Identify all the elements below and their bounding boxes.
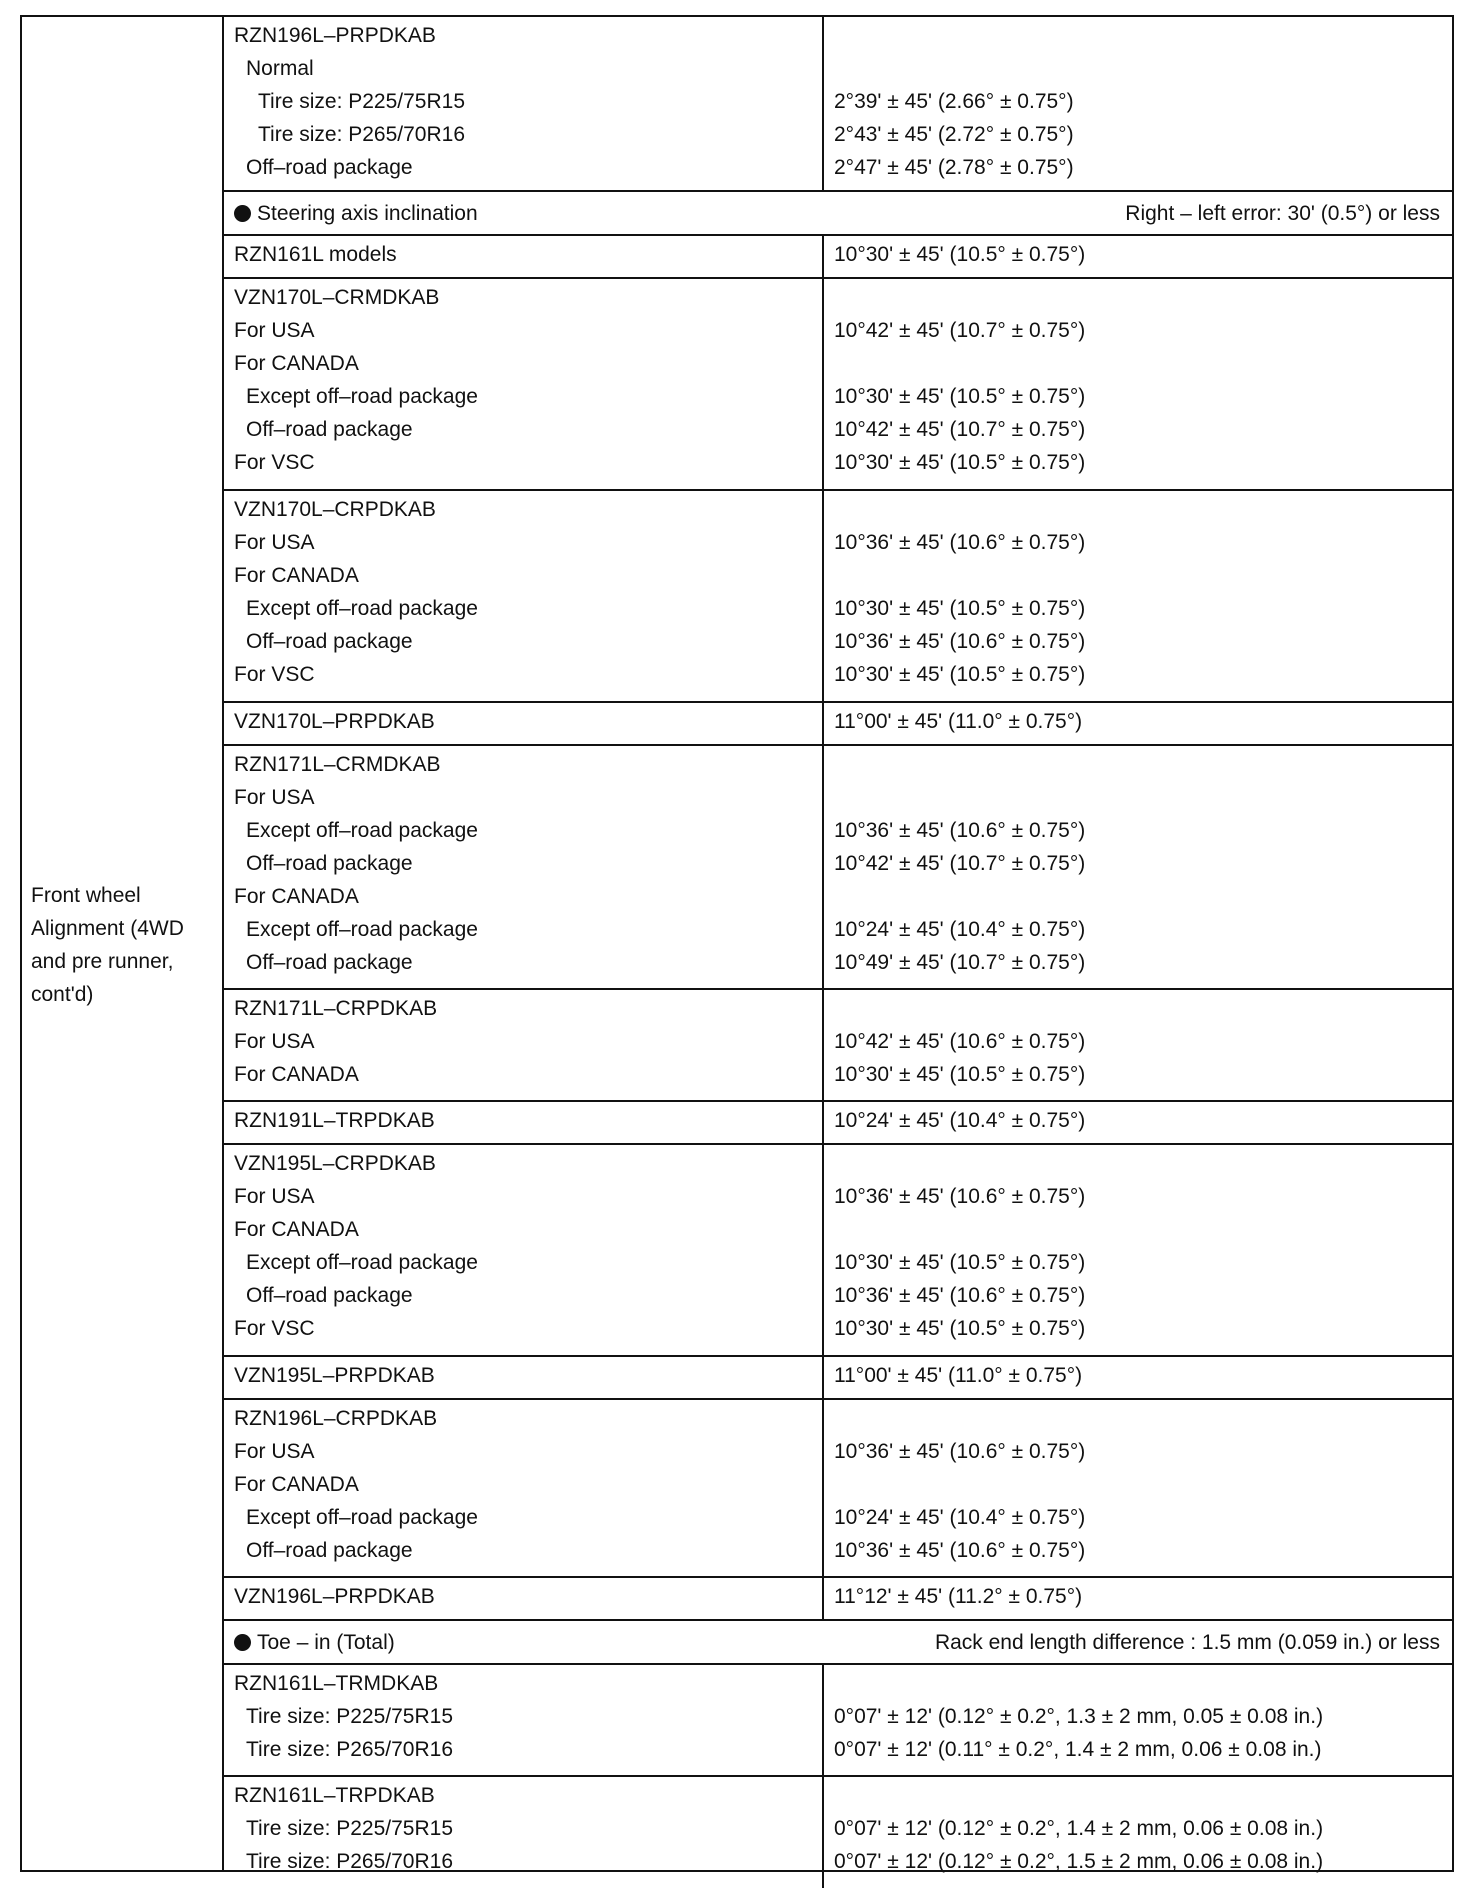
spec-label: Tire size: P225/75R15 bbox=[246, 1705, 453, 1728]
value-cell bbox=[824, 491, 1452, 701]
spec-label: RZN191L–TRPDKAB bbox=[234, 1109, 435, 1132]
spec-value: 10°36' ± 45' (10.6° ± 0.75°) bbox=[834, 531, 1086, 554]
spec-label: For CANADA bbox=[234, 1063, 359, 1086]
value-cell bbox=[824, 990, 1452, 1100]
spec-value: 0°07' ± 12' (0.12° ± 0.2°, 1.3 ± 2 mm, 0.05 ± 0.08 in.) bbox=[834, 1705, 1324, 1728]
value-cell bbox=[824, 1578, 1452, 1619]
spec-label: For USA bbox=[234, 786, 315, 809]
spec-label: For USA bbox=[234, 319, 315, 342]
spec-label: Off–road package bbox=[246, 951, 413, 974]
spec-value: 10°42' ± 45' (10.7° ± 0.75°) bbox=[834, 319, 1086, 342]
spec-value: 2°39' ± 45' (2.66° ± 0.75°) bbox=[834, 90, 1074, 113]
spec-label: Off–road package bbox=[246, 1284, 413, 1307]
model-cell bbox=[224, 1145, 824, 1355]
spec-value: 10°30' ± 45' (10.5° ± 0.75°) bbox=[834, 1317, 1086, 1340]
model-cell bbox=[224, 1578, 824, 1619]
spec-label: VZN170L–CRMDKAB bbox=[234, 286, 440, 309]
spec-label: RZN161L models bbox=[234, 243, 397, 266]
value-cell bbox=[824, 236, 1452, 277]
value-cell bbox=[824, 746, 1452, 988]
spec-group-row bbox=[224, 1357, 1452, 1400]
spec-value: 10°36' ± 45' (10.6° ± 0.75°) bbox=[834, 819, 1086, 842]
spec-label: VZN196L–PRPDKAB bbox=[234, 1585, 435, 1608]
section-title-text: Steering axis inclination bbox=[257, 202, 478, 225]
value-cell bbox=[824, 703, 1452, 744]
spec-value: 0°07' ± 12' (0.12° ± 0.2°, 1.4 ± 2 mm, 0.06 ± 0.08 in.) bbox=[834, 1817, 1324, 1840]
section-title-text: Toe – in (Total) bbox=[257, 1631, 395, 1654]
model-cell bbox=[224, 236, 824, 277]
spec-group-row bbox=[224, 236, 1452, 279]
model-cell bbox=[224, 1400, 824, 1576]
model-cell bbox=[224, 1777, 824, 1888]
spec-value: 10°49' ± 45' (10.7° ± 0.75°) bbox=[834, 951, 1086, 974]
model-cell bbox=[224, 703, 824, 744]
spec-label: Tire size: P265/70R16 bbox=[246, 1850, 453, 1873]
left-label-cell bbox=[22, 17, 224, 1870]
value-cell bbox=[824, 1102, 1452, 1143]
spec-label: Tire size: P265/70R16 bbox=[258, 123, 465, 146]
value-cell bbox=[824, 17, 1452, 190]
spec-label: For USA bbox=[234, 1440, 315, 1463]
bullet-dot-icon bbox=[234, 1634, 251, 1651]
spec-value: 10°24' ± 45' (10.4° ± 0.75°) bbox=[834, 1506, 1086, 1529]
spec-value: 10°30' ± 45' (10.5° ± 0.75°) bbox=[834, 597, 1086, 620]
spec-label: RZN171L–CRPDKAB bbox=[234, 997, 438, 1020]
spec-value: 10°30' ± 45' (10.5° ± 0.75°) bbox=[834, 385, 1086, 408]
model-cell bbox=[224, 491, 824, 701]
spec-label: Except off–road package bbox=[246, 1506, 478, 1529]
spec-value: 10°36' ± 45' (10.6° ± 0.75°) bbox=[834, 1185, 1086, 1208]
spec-label: For USA bbox=[234, 1185, 315, 1208]
spec-label: Except off–road package bbox=[246, 597, 478, 620]
spec-value: 2°47' ± 45' (2.78° ± 0.75°) bbox=[834, 156, 1074, 179]
spec-label: Off–road package bbox=[246, 418, 413, 441]
spec-group-row bbox=[224, 1578, 1452, 1621]
spec-value: 10°30' ± 45' (10.5° ± 0.75°) bbox=[834, 1063, 1086, 1086]
value-cell bbox=[824, 1665, 1452, 1775]
spec-group-row bbox=[224, 1102, 1452, 1145]
spec-label: VZN195L–CRPDKAB bbox=[234, 1152, 436, 1175]
spec-value: 11°00' ± 45' (11.0° ± 0.75°) bbox=[834, 710, 1083, 733]
spec-label: Normal bbox=[246, 57, 314, 80]
spec-value: 10°30' ± 45' (10.5° ± 0.75°) bbox=[834, 451, 1086, 474]
spec-value: 10°36' ± 45' (10.6° ± 0.75°) bbox=[834, 1440, 1086, 1463]
spec-label: Off–road package bbox=[246, 630, 413, 653]
spec-table bbox=[20, 15, 1454, 1872]
spec-value: 10°30' ± 45' (10.5° ± 0.75°) bbox=[834, 663, 1086, 686]
model-cell bbox=[224, 746, 824, 988]
spec-value: 10°36' ± 45' (10.6° ± 0.75°) bbox=[834, 630, 1086, 653]
value-cell bbox=[824, 1357, 1452, 1398]
bullet-dot-icon bbox=[234, 205, 251, 222]
spec-label: For CANADA bbox=[234, 352, 359, 375]
spec-label: Except off–road package bbox=[246, 819, 478, 842]
spec-group-row bbox=[224, 990, 1452, 1102]
spec-value: 10°42' ± 45' (10.7° ± 0.75°) bbox=[834, 418, 1086, 441]
spec-label: Tire size: P265/70R16 bbox=[246, 1738, 453, 1761]
spec-label: For CANADA bbox=[234, 885, 359, 908]
spec-value: 10°30' ± 45' (10.5° ± 0.75°) bbox=[834, 243, 1086, 266]
spec-label: Off–road package bbox=[246, 156, 413, 179]
section-header-note: Rack end length difference : 1.5 mm (0.059 in.) or less bbox=[934, 1631, 1440, 1654]
spec-group-row bbox=[224, 1665, 1452, 1777]
spec-label: VZN195L–PRPDKAB bbox=[234, 1364, 435, 1387]
section-header-note: Right – left error: 30' (0.5°) or less bbox=[1125, 202, 1440, 225]
spec-label: RZN196L–PRPDKAB bbox=[234, 24, 436, 47]
spec-label: Tire size: P225/75R15 bbox=[258, 90, 465, 113]
spec-value: 10°24' ± 45' (10.4° ± 0.75°) bbox=[834, 918, 1086, 941]
section-header-title bbox=[234, 197, 478, 230]
value-cell bbox=[824, 1400, 1452, 1576]
spec-label: Off–road package bbox=[246, 1539, 413, 1562]
model-cell bbox=[224, 1357, 824, 1398]
spec-label: For VSC bbox=[234, 1317, 315, 1340]
spec-value: 0°07' ± 12' (0.11° ± 0.2°, 1.4 ± 2 mm, 0.06 ± 0.08 in.) bbox=[834, 1738, 1322, 1761]
section-header-row bbox=[224, 192, 1452, 236]
model-cell bbox=[224, 1102, 824, 1143]
spec-label: Tire size: P225/75R15 bbox=[246, 1817, 453, 1840]
spec-value: 10°36' ± 45' (10.6° ± 0.75°) bbox=[834, 1539, 1086, 1562]
value-cell bbox=[824, 1777, 1452, 1888]
spec-label: For VSC bbox=[234, 663, 315, 686]
spec-value: 10°42' ± 45' (10.6° ± 0.75°) bbox=[834, 1030, 1086, 1053]
spec-value: 10°24' ± 45' (10.4° ± 0.75°) bbox=[834, 1109, 1086, 1132]
model-cell bbox=[224, 279, 824, 489]
spec-value: 10°42' ± 45' (10.7° ± 0.75°) bbox=[834, 852, 1086, 875]
model-cell bbox=[224, 17, 824, 190]
spec-label: For CANADA bbox=[234, 1218, 359, 1241]
spec-value: 11°12' ± 45' (11.2° ± 0.75°) bbox=[834, 1585, 1083, 1608]
spec-label: RZN171L–CRMDKAB bbox=[234, 753, 441, 776]
value-cell bbox=[824, 1145, 1452, 1355]
spec-value: 10°36' ± 45' (10.6° ± 0.75°) bbox=[834, 1284, 1086, 1307]
spec-group-row bbox=[224, 17, 1452, 192]
spec-label: Except off–road package bbox=[246, 918, 478, 941]
value-cell bbox=[824, 279, 1452, 489]
spec-value: 0°07' ± 12' (0.12° ± 0.2°, 1.5 ± 2 mm, 0.06 ± 0.08 in.) bbox=[834, 1850, 1324, 1873]
spec-label: For CANADA bbox=[234, 1473, 359, 1496]
spec-group-row bbox=[224, 1400, 1452, 1578]
section-header-row bbox=[224, 1621, 1452, 1665]
spec-label: VZN170L–PRPDKAB bbox=[234, 710, 435, 733]
spec-group-row bbox=[224, 746, 1452, 990]
spec-label: Off–road package bbox=[246, 852, 413, 875]
spec-label: RZN161L–TRMDKAB bbox=[234, 1672, 439, 1695]
spec-label: For CANADA bbox=[234, 564, 359, 587]
spec-label: RZN161L–TRPDKAB bbox=[234, 1784, 435, 1807]
spec-label: For USA bbox=[234, 1030, 315, 1053]
left-label: Front wheel Alignment (4WD and pre runner, cont'd) bbox=[31, 884, 184, 1006]
model-cell bbox=[224, 990, 824, 1100]
spec-label: For USA bbox=[234, 531, 315, 554]
spec-value: 2°43' ± 45' (2.72° ± 0.75°) bbox=[834, 123, 1074, 146]
spec-group-row bbox=[224, 1777, 1452, 1888]
model-cell bbox=[224, 1665, 824, 1775]
section-header-title bbox=[234, 1626, 395, 1659]
spec-value: 10°30' ± 45' (10.5° ± 0.75°) bbox=[834, 1251, 1086, 1274]
spec-group-row bbox=[224, 491, 1452, 703]
spec-value: 11°00' ± 45' (11.0° ± 0.75°) bbox=[834, 1364, 1083, 1387]
spec-group-row bbox=[224, 1145, 1452, 1357]
spec-label: For VSC bbox=[234, 451, 315, 474]
spec-group-row bbox=[224, 703, 1452, 746]
spec-label: VZN170L–CRPDKAB bbox=[234, 498, 436, 521]
spec-label: Except off–road package bbox=[246, 1251, 478, 1274]
spec-label: Except off–road package bbox=[246, 385, 478, 408]
spec-label: RZN196L–CRPDKAB bbox=[234, 1407, 438, 1430]
spec-group-row bbox=[224, 279, 1452, 491]
